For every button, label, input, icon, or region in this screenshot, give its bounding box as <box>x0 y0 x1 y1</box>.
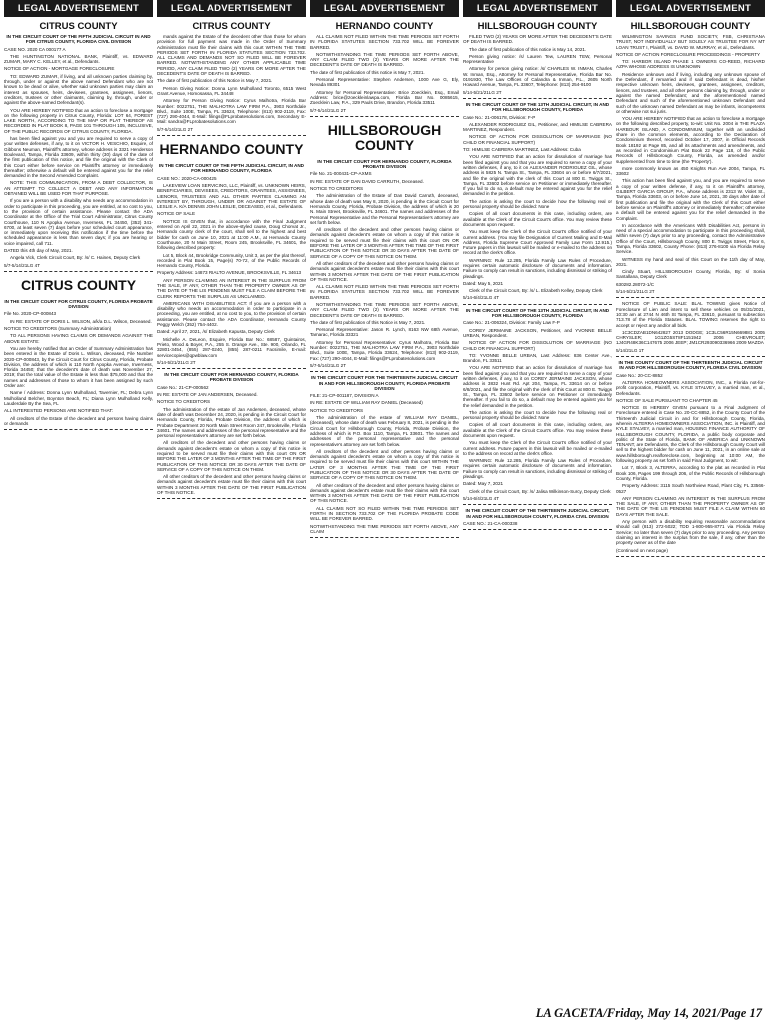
notice-paragraph: WILMINGTON SAVINGS FUND SOCIETY, FSB, CHRISTIANA TRUST, NOT INDIVIDUALLY BUT SOLELY AS TRUSTEE FOR NY MT LOAN TRUST I, Plaintiff, vs. DAVID W. MURRAY, et al., Defendants. <box>616 34 765 50</box>
notice-separator <box>310 537 459 538</box>
column-body <box>463 17 612 1004</box>
column-2 <box>157 0 306 1004</box>
notice-paragraph: WARNING: Rule 12.285, Florida Family Law Rules of Procedure, requires certain automatic disclosure of documents and information. Failure to comply can result in sanctions, including dismissal or striking of pleadings. <box>463 257 612 279</box>
notice-paragraph: IN RE: ESTATE OF JAN ANDERSEN, Deceased. <box>157 392 258 398</box>
notice-paragraph: AMERICANS WITH DISABILITIES ACT: If you are a person with a disability who needs an accommodation in order to participate in a proceeding, you are entitled, at no cost to you, to the provision of certain assistance. Please contact the ADA Coordinator, Hernando County Peggy Welch (352) 754-4402. <box>157 300 306 328</box>
column-header: LEGAL ADVERTISEMENT <box>4 0 153 17</box>
notice-paragraph: NOTICE OF ACTION FOR DISSOLUTION OF MARRIAGE (NO CHILD OR FINANCIAL SUPPORT) <box>463 134 612 145</box>
column-header: LEGAL ADVERTISEMENT <box>463 0 612 17</box>
notice-paragraph: All creditors of the Estate of the decedent and persons having claims or demands <box>4 415 153 426</box>
notice-paragraph: You must keep the Clerk of the Circuit Court's office notified of your current address. Future papers in this lawsuit will be mailed or e-mailed to the address on record at the clerk's office. <box>463 440 612 456</box>
notice-paragraph: CASE NO.: 21-CA-000338 <box>463 520 518 526</box>
notice-paragraph: The date of first publication of this notice is May 14, 2021. <box>469 46 587 52</box>
notice-paragraph: 5/14-6/4/21LG 4T <box>463 295 500 301</box>
county-heading: CITRUS COUNTY <box>192 21 271 32</box>
notice-paragraph: Residence unknown and if living, including any unknown spouse of the Defendant, if remarried and if said Defendant is dead, his/her respective unknown heirs, devisees, grantees, assignees, creditors, lienors, and trustees, and all other persons claiming by, through, under or against the named Defendant; and the aforementioned named Defendant and such of the aforementioned unknown Defendant and such of the unknown named Defendant as may be infants, incompetents or otherwise not sui juris. <box>616 71 765 114</box>
notice-paragraph: Case No.: 20-CC-8852 <box>616 372 663 378</box>
column-body <box>616 17 765 1004</box>
notice-paragraph: The administration of the estate of WILLIAM RAY DANIEL, (deceased), whose date of death was February 8, 2021, is pending in the Circuit Court for Hillsborough County, Florida, Probate Division, the address of which is P.O. Box 1110, Tampa, FL 33601. The names and addresses of the personal representative and the personal representative's attorney are set forth below. <box>310 415 459 447</box>
notice-paragraph: FILE: 21-CP-001187, DIVISION A <box>310 393 379 399</box>
column-body <box>310 17 459 1004</box>
notice-paragraph: In accordance with the Americans With Disabilities Act, persons in need of a special accommodation to participate in this proceeding shall, within seven (7) days prior to any proceeding, contact the Administrative Office of the Court, Hillsborough County, 800 E. Twiggs Street, Floor 6, Tampa, Florida 33602, County Phone: (813) 276-8100 via Florida Relay Service. <box>616 222 765 255</box>
county-heading: HILLSBOROUGH COUNTY <box>477 21 598 32</box>
notice-paragraph: has been filed against you and you are required to serve a copy of your written defenses, if any, to it on VICTOR H. VESCHIO, Esquire, of Gibbons Neuman, Plaintiff's attorney, whose address is 3321 Henderson Boulevard, Tampa, Florida 33609, within thirty (30) days of the date of the first publication of this notice, and file the original with the Clerk of this Court either before service on Plaintiff's attorney or immediately thereafter; otherwise a default will be entered against you for the relief demanded in the Second Amended Complaint. <box>4 136 153 179</box>
notice-paragraph: CASE NO.: 2020-CA-000425 <box>157 175 217 181</box>
notice-paragraph: LAKEVIEW LOAN SERVICING, LLC, Plaintiff, vs. UNKNOWN HEIRS, BENEFICIARIES, DEVISEES, CREDITORS, GRANTEES, ASSIGNEES, LIENORS, TRUSTEES AND ALL OTHER PARTIES CLAIMING AN INTEREST BY, THROUGH, UNDER OR AGAINST THE ESTATE OF LESLIE A. K/A DENNIS JOHN LESLIE, DECEASED, et al., Defendants. <box>157 182 306 210</box>
notice-paragraph: NOTE: THIS COMMUNICATION, FROM A DEBT COLLECTOR, IS AN ATTEMPT TO COLLECT A DEBT AND ANY INFORMATION OBTAINED WILL BE USED FOR THAT PURPOSE. <box>4 180 153 197</box>
notice-paragraph: NOTICE OF ACTION FORECLOSURE PROCEEDINGS - PROPERTY <box>616 51 761 57</box>
notice-paragraph: Attorney for Personal Representative: Cyrus Malhotra, Florida Bar Number: 0022751, THE MALHOTRA LAW FIRM P.A., 3903 Northdale Blvd., Suite 100E, Tampa, Florida 33624, Telephone: (813) 902-2119, Fax: (727) 290-4044, E-Mail: filings@FLprobatesolutions.com <box>310 339 459 361</box>
notice-paragraph: NOTICE OF PUBLIC SALE: BLAL TOWING gives Notice of Foreclosure of Lien and intent to sell these vehicles on 05/31/2021, 10:30 am at 2744 N 46th St Tampa, FL 33610, pursuant to subsection 713.78 of the Florida Statutes. BLAL TOWING reserves the right to accept or reject any and/or all bids. <box>616 301 765 328</box>
notice-paragraph: ALEXANDER RODRIGUEZ GIL, Petitioner, and HIMILSE CABRERA MARTINEZ, Respondent. <box>463 121 612 133</box>
legal-notice <box>463 34 612 95</box>
notice-paragraph: Personal Representative: Stephen Andersen, 1000 Ave G, Ely, Nevada 89301 <box>310 77 459 88</box>
notice-separator <box>157 498 306 499</box>
notice-separator <box>310 371 459 372</box>
notice-paragraph: Attorney for Personal Representative: Brice Zoecklein, Esq., Email Address: brice@zoeckleinlawpa.com, Florida Bar No. 0085615, Zoecklein Law, P.A., 329 Pauls Drive, Brandon, Florida 33511 <box>310 89 459 106</box>
notice-paragraph: File No. 21-000431-CP-AXMS <box>310 171 372 177</box>
notice-paragraph: Case No.: 21-006178, Division: F-P <box>463 114 536 120</box>
notice-paragraph: ALTERRA HOMEOWNERS ASSOCIATION, INC., a Florida not-for-profit corporation, Plaintiff, vs. KYLE STALVEY, a married man, et al., Defendants. <box>616 379 765 396</box>
notice-paragraph: Personal Representative: Jason R. Lynch, 8163 NW 68th Avenue, Tamarac, Florida 33321 <box>310 327 459 338</box>
column-3 <box>310 0 459 1004</box>
notice-paragraph: Copies of all court documents in this case, including orders, are available at the Clerk of the Circuit Court's office. You may review these documents upon request. <box>463 211 612 227</box>
notice-paragraph: The action is asking the court to decide how the following real or personal property should be divided: None <box>463 198 612 210</box>
notice-separator <box>616 356 765 357</box>
notice-paragraph: ANY PERSON CLAIMING AN INTEREST IN THE SURPLUS FROM THE SALE, IF ANY, OTHER THAN THE PROPERTY OWNER AS OF THE DATE OF THE LIS PENDENS MUST FILE A CLAIM BEFORE THE CLERK REPORTS THE SURPLUS AS UNCLAIMED. <box>157 277 306 299</box>
notice-paragraph: Attorney for Person Giving Notice: Cyrus Malhotra, Florida Bar Number: 0022751, THE MALHOTRA LAW FIRM P.A., 3903 Northdale Blvd., Suite 100E, Tampa, FL 33624, Telephone: (813) 902-2119, Fax: (727) 290-4044, E-Mail: filings@FLprobatesolutions.com, Secondary E-Mail: sandra@FLprobatesolutions.com <box>157 98 306 125</box>
notice-paragraph: The administration of the estate of Jan Andersen, deceased, whose date of death was December 24, 2020, is pending in the Circuit Court for Hernando County, Florida, Probate Division, the address of which is Probate Department 20 North Main Street Room 247, Brooksville, Florida 34601. The names and addresses of the personal representative and the personal representative's attorney are set forth below. <box>157 406 306 439</box>
notice-paragraph: YOU ARE HEREBY NOTIFIED that an action to foreclose a mortgage on the following property in Citrus County, Florida: LOT 64, FOREST LAKE NORTH, ACCORDING TO THE MAP OR PLAT THEREOF AS RECORDED IN PLAT BOOK 8, PAGE 101 THROUGH 105, INCLUSIVE, OF THE PUBLIC RECORDS OF CITRUS COUNTY, FLORIDA. <box>4 107 153 134</box>
notice-paragraph: File No. 2020-CP-000843 <box>4 311 57 317</box>
notice-paragraph: TO: HIMILSE CABRERA MARTINEZ, Last Address: Cuba <box>463 147 581 153</box>
notice-paragraph: Person Giving Notice: Donna Lynn Mulholland Toronto, 6515 West Grant Avenue, Homosassa, FL 34448 <box>157 85 306 96</box>
notice-paragraph: 1C3CDZAB1DN642827 2013 DODGE; 1C3LC56R15N669881 2005 CHRYSLER; 1G1ZG5ST8F1151942 2006 CHEVROLET; 1J4GR48K36C147675 2006 JEEP; JM1CR293090336966 2009 MAZDA <box>616 329 765 346</box>
notice-paragraph: Any person with a disability requiring reasonable accommodations should call (813) 272-5022; TDD 1-800-955-8771 via Florida Relay Service; no later than seven (7) days prior to any proceeding. Any person claiming an interest in the surplus from the sale, if any, other than the property owner as of the date <box>616 519 765 546</box>
notice-paragraph: COREY JERMAINE JACKSON, Petitioner, and YVONNE BELLE URBAN, Respondent. <box>463 327 612 338</box>
notice-paragraph: The date of first publication of this notice is May 7, 2021. <box>310 69 425 75</box>
notice-court-title: IN THE CIRCUIT COURT OF THE 13TH JUDICIAL CIRCUIT, IN AND FOR HILLSBOROUGH COUNTY, FLORIDA <box>465 307 610 319</box>
column-header: LEGAL ADVERTISEMENT <box>616 0 765 17</box>
notice-paragraph: NOTWITHSTANDING THE TIME PERIODS SET FORTH ABOVE, ANY CLAIM FILED TWO (2) YEARS OR MORE AFTER THE DECEDENT'S DATE OF DEATH IS BARRED. <box>310 51 459 68</box>
legal-notice <box>310 375 459 534</box>
legal-notice <box>463 102 612 301</box>
county-section-heading: CITRUS COUNTY <box>20 276 137 293</box>
column-5 <box>616 0 765 1004</box>
legal-notice <box>157 163 306 365</box>
notice-paragraph: NOTICE OF ACTION - MORTGAGE FORECLOSURE <box>4 66 115 72</box>
notice-separator <box>4 429 153 430</box>
county-heading: HERNANDO COUNTY <box>335 21 434 32</box>
notice-paragraph: This action has been filed against you, and you are required to serve a copy of your written defense, if any, to it on Plaintiff's attorney, GILBERT GARCIA GROUP, P.A., whose address is 2313 W. Violet St., Tampa, Florida 33603, on or before June 14, 2021, 30 days after date of first publication and file the original with the Clerk of this Court either before service on Plaintiff's attorney or immediately thereafter; otherwise a default will be entered against you for the relief demanded in the Complaint. <box>616 178 765 221</box>
legal-notice <box>157 34 306 132</box>
notice-paragraph: Dated: May 7, 2021 <box>463 481 504 487</box>
notice-paragraph: The administration of the Estate of Dan David Carruth, deceased, whose date of death was May 8, 2020, is pending in the Circuit Court for Hernando County, Florida, Probate Division, the address of which is 20 N. Main Street, Brooksville, FL 34601. The names and addresses of the Personal Representative and the Personal Representative's attorney are set forth below. <box>310 193 459 225</box>
county-heading: HILLSBOROUGH COUNTY <box>630 21 751 32</box>
legal-notice <box>310 159 459 368</box>
notice-separator <box>157 135 306 136</box>
notice-court-title: IN THE CIRCUIT COURT FOR HERNANDO COUNTY, FLORIDA PROBATE DIVISION <box>164 372 299 383</box>
notice-paragraph: IN RE: ESTATE OF WILLIAM RAY DANIEL (Deceased) <box>310 400 423 406</box>
notice-court-title: IN THE CIRCUIT COURT OF THE 13TH JUDICIAL CIRCUIT, IN AND FOR HILLSBOROUGH COUNTY, FLORIDA <box>465 101 610 113</box>
notice-paragraph: DATED this 4th day of May, 2021. <box>4 247 73 253</box>
notice-paragraph: All creditors of the decedent and other persons having claims or demands against decedent's estate on whom a copy of this notice is required to be served must file their claims with this court WITHIN THE LATER OF 3 MONTHS AFTER THE TIME OF THE FIRST PUBLICATION OF THIS NOTICE OR 30 DAYS AFTER THE DATE OF SERVICE OF A COPY OF THIS NOTICE ON THEM. <box>310 448 459 481</box>
notice-paragraph: Copies of all court documents in this case, including orders, are available at the Clerk of the Circuit Court's office. You may review these documents upon request. <box>463 422 612 438</box>
column-4 <box>463 0 612 1004</box>
notice-paragraph: NOTICE TO CREDITORS <box>310 407 364 413</box>
notice-paragraph: If you are a person with a disability who needs any accommodation in order to participate in this proceeding, you are entitled, at no cost to you, to the provision of certain assistance. Please contact the ADA Coordinator at the Office of the Trial Court Administrator, Citrus County Courthouse, 110 N Apopka Avenue, Inverness, FL 34450, (352) 341-6700, at least seven (7) days before your scheduled court appearance, or immediately upon receiving this notification if the time before the scheduled appearance is less than seven days; if you are hearing or voice impaired, call 711. <box>4 198 153 246</box>
notice-paragraph: All other creditors of the decedent and other persons having claims or demands against decedent's estate must file their claims with this court WITHIN 3 MONTHS AFTER THE DATE OF THE FIRST PUBLICATION OF THIS NOTICE. <box>310 482 459 504</box>
notice-separator <box>463 504 612 505</box>
legal-notice <box>310 34 459 113</box>
notice-paragraph: All other creditors of the decedent and other persons having claims or demands against decedent's estate must file their claims with this court WITHIN 3 MONTHS AFTER THE DATE OF THE FIRST PUBLICATION OF THIS NOTICE. <box>310 260 459 282</box>
legal-notice <box>157 372 306 495</box>
county-heading: CITRUS COUNTY <box>39 21 118 32</box>
notice-paragraph: NOTICE OF SALE PURSUANT TO CHAPTER 45 <box>616 397 718 403</box>
notice-separator <box>463 98 612 99</box>
notice-paragraph: ALL CLAIMS NOT SO FILED WITHIN THE TIME PERIODS SET FORTH IN SECTION 733.702 OF THE FLORIDA PROBATE CODE WILL BE FOREVER BARRED. <box>310 505 459 522</box>
notice-separator <box>616 556 765 557</box>
notice-paragraph: mands against the Estate of the decedent other than those for whom provision for full payment was made in the Order of Summary Administration must file their claims with this court WITHIN THE TIME PERIODS SET FORTH IN FLORIDA STATUTES SECTION 733.702. ALL CLAIMS AND DEMANDS NOT SO FILED WILL BE FOREVER BARRED. NOTWITHSTANDING ANY OTHER APPLICABLE TIME PERIOD, ANY CLAIM FILED TWO (2) YEARS OR MORE AFTER THE DECEDENT'S DATE OF DEATH IS BARRED. <box>157 34 306 77</box>
notice-paragraph: 5/7-5/14/21LG 4T <box>4 262 41 268</box>
notice-separator <box>157 368 306 369</box>
notice-separator <box>310 116 459 117</box>
notice-paragraph: Attorney for person giving notice: /s/ CHARLES W. INMAN, Charles W. Inman, Esq., Attorney for Personal Representative, Florida Bar No. 0191930, The Law Offices of Calandra & Inman, P.L., 2605 North Howard Avenue, Tampa, FL 33607, Telephone: (813) 254-9100 <box>463 66 612 88</box>
notice-paragraph: NOTICE OF ACTION FOR DISSOLUTION OF MARRIAGE (NO CHILD OR FINANCIAL SUPPORT) <box>463 340 612 351</box>
notice-paragraph: YOU ARE NOTIFIED that an action for dissolution of marriage has been filed against you and that you are required to serve a copy of your written defenses, if any, to it on COREY JERMAINE JACKSON, whose address is 3832 Hunt Rd. Apt 204, Tampa, FL 33614 on or before 6/8/2021, and file the original with the clerk of this Court at 800 E. Twiggs St., Tampa, FL 33602 before service on Petitioner or immediately thereafter. If you fail to do so, a default may be entered against you for the relief demanded in the petition. <box>463 365 612 408</box>
notice-paragraph: TO: HARBOR ISLAND PHASE 1 OWNERS CO-REED, RICHARD AZPA WHOSE ADDRESS IS UNKNOWN <box>616 59 765 70</box>
notice-paragraph: Property Address: 3115 South Northview Road, Plant City, FL 33566-0527 <box>616 483 765 494</box>
notice-paragraph: Person giving notice: /s/ Lauren Tew, LAUREN TEW, Personal Representative <box>463 53 612 65</box>
notice-paragraph: more commonly known as 450 Knights Run Ave 2004, Tampa, FL 33602 <box>616 165 765 177</box>
notice-paragraph: Lot 5, Block 44, Brookridge Community, Unit 3, as per the plat thereof, recorded in Plat Book 15, Page(s) 70-72, of the Public Records of Hernando County, Florida. <box>157 252 306 269</box>
county-section-heading: HERNANDO COUNTY <box>159 141 304 158</box>
notice-paragraph: 5/14-5/21/21LG 2T <box>463 89 502 95</box>
notice-paragraph: Clerk of the Circuit Court, By: /s/ Jalisa Wilkinson-Surcy, Deputy Clerk <box>469 488 611 494</box>
notice-court-title: IN THE CIRCUIT COURT FOR CITRUS COUNTY, FLORIDA PROBATE DIVISION <box>4 298 153 310</box>
notice-paragraph: NOTICE OF SALE <box>157 211 196 217</box>
notice-paragraph: 5/14-5/21/21LG 2T <box>157 359 196 365</box>
notice-separator <box>616 297 765 298</box>
column-1 <box>4 0 153 1004</box>
notice-paragraph: Cindy Stuart, HILLSBOROUGH County, Florida, By: s/ Sonia Santallana, Deputy Clerk <box>616 269 765 280</box>
notice-paragraph: 630282.28072-1/C <box>616 281 655 287</box>
notice-paragraph: All other creditors of the decedent and other persons having claims or demands against decedent's estate must file their claims with this court WITHIN 3 MONTHS AFTER THE DATE OF THE FIRST PUBLICATION OF THIS NOTICE. <box>157 474 306 496</box>
column-header: LEGAL ADVERTISEMENT <box>157 0 306 17</box>
notice-court-title: IN THE CIRCUIT COURT OF THE THIRTEENTH JUDICIAL CIRCUIT, IN AND FOR HILLSBOROUGH COUNTY, FLORIDA CIVIL DIVISION <box>465 508 610 519</box>
notice-paragraph: All creditors of the decedent and other persons having claims or demands against decedent's estate on whom a copy of this notice is required to be served must file their claims with this court ON OR BEFORE THE LATER OF 3 MONTHS AFTER THE TIME OF THE FIRST PUBLICATION OF THIS NOTICE OR 30 DAYS AFTER THE DATE OF SERVICE OF A COPY OF THIS NOTICE ON THEM. <box>310 227 459 259</box>
notice-court-title: IN THE COUNTY COURT OF THE THIRTEENTH JUDICIAL CIRCUIT IN AND FOR HILLSBOROUGH COUNTY, FLORIDA CIVIL DIVISION <box>618 360 763 371</box>
notice-paragraph: THE HUNTINGTON NATIONAL BANK, Plaintiff, vs. EDWARD ZUMAR, MARY C. KELLEY, et al., Defendants. <box>4 53 153 65</box>
notice-paragraph: Name / Address: Donna Lynn Mulholland, Tavernier, FL; Debra Lynn Mulholland Belcher, Boynton Beach, FL; Diana Lynn Mulholland Kelly, Lauderdale By the Sea, FL <box>4 390 153 406</box>
county-section-heading: HILLSBOROUGH COUNTY <box>327 121 442 153</box>
notice-paragraph: TO: EDWARD ZUMAR, if living, and all unknown parties claiming by, through, under or against the above named Defendant who are not known to be dead or alive, whether said unknown parties may claim an interest as spouses, heirs, devisees, grantees, assignees, lienors, creditors, trustees or other claimants, claiming by, through, under or against the above-named Defendant(s). <box>4 73 153 106</box>
notice-paragraph: Michelle A. DeLeon, Esquire, Florida Bar No.: 68587, Quintairos, Prieto, Wood & Boyer, P.A., 255 S. Orange Ave., Ste. 900, Orlando, FL 32801-3454, (855) 287-0240, (855) 287-0211 Facsimile, E-mail: servicecopies@qpwblaw.com <box>157 336 306 358</box>
notice-paragraph: The date of first publication of this Notice is May 7, 2021. <box>157 78 273 84</box>
legal-notice <box>616 360 765 553</box>
notice-court-title: IN THE CIRCUIT COURT OF THE FIFTH JUDICIAL CIRCUIT IN AND FOR CITRUS COUNTY, FLORIDA CIVIL DIVISION <box>6 34 151 45</box>
legal-columns <box>4 0 766 1004</box>
notice-paragraph: ALL CLAIMS NOT FILED WITHIN THE TIME PERIODS SET FORTH IN FLORIDA STATUTES SECTION 733.702 WILL BE FOREVER BARRED. <box>310 34 459 50</box>
legal-notice <box>463 508 612 526</box>
notice-paragraph: You must keep the Clerk of the Circuit Court's office notified of your current address. (You may file Designation of Current Mailing and E-Mail Address, Florida Supreme Court Approved Family Law Form 12.915.) Future papers in this lawsuit will be mailed or e-mailed to the address on record at the clerk's office. <box>463 229 612 256</box>
notice-paragraph: NOTICE IS GIVEN that, in accordance with the Final Judgment entered on April 22, 2021 in the above-styled cause, Doug Chorvat Jr., Hernando county clerk of the court, shall sell to the highest and best bidder for cash on June 10, 2021 at 11:00 A.M., at Hernando County Courthouse, 20 N Main Street, Room 245, Brooksville, FL 34601, the following described property: <box>157 218 306 251</box>
legal-notice <box>616 301 765 353</box>
notice-court-title: IN THE CIRCUIT COURT OF THE FIFTH JUDICIAL CIRCUIT, IN AND FOR HERNANDO COUNTY, FLORIDA <box>159 163 304 174</box>
notice-paragraph: NOTICE TO CREDITORS <box>157 399 211 405</box>
notice-paragraph: (Continued on next page) <box>616 547 668 553</box>
notice-paragraph: Lot 7, Block 3, ALTERRA, according to the plat as recorded in Plat Book 106, Pages 199 through 206, of the Public Records of Hillsborough County, Florida. <box>616 465 765 481</box>
page-footer: LA GACETA/Friday, May 14, 2021/Page 17 <box>535 1006 762 1020</box>
notice-separator <box>463 529 612 530</box>
legal-notice <box>4 299 153 426</box>
legal-notice <box>616 34 765 294</box>
column-body <box>4 17 153 1004</box>
notice-paragraph: FILED TWO (2) YEARS OR MORE AFTER THE DECEDENT'S DATE OF DEATH IS BARRED. <box>463 34 612 45</box>
notice-paragraph: WITNESS my hand and seal of this Court on the 11th day of May, 2021. <box>616 256 765 267</box>
notice-paragraph: Clerk of the Circuit Court, By: /s/ L. Elizabeth Kelley, Deputy Clerk <box>469 288 603 294</box>
notice-paragraph: ALL CLAIMS NOT FILED WITHIN THE TIME PERIODS SET FORTH IN FLORIDA STATUTES SECTION 733.702 WILL BE FOREVER BARRED. <box>310 284 459 300</box>
notice-paragraph: You are hereby notified that an Order of Summary Administration has been entered in the Estate of Doris L. Wilson, deceased, File Number 2020-CP-000843, by the Circuit Court for Citrus County, Florida, Probate Division, the address of which is 110 North Apopka Avenue, Inverness, Florida 34450; that the decedent's date of death was November 27, 2019; that the total value of the Estate is less than $75,000 and that the names and addresses of those to whom it has been assigned by such Order are: <box>4 345 153 389</box>
notice-paragraph: YOU ARE NOTIFIED that an action for dissolution of marriage has been filed against you and that you are required to serve a copy of your written defenses, if any, to it on ALEXANDER RODRIGUEZ GIL, whose address is 5825 N. Tampa St., Tampa, FL 33604 on or before 6/7/2021, and file the original with the clerk of this Court at 800 E. Twiggs St., Tampa, FL 33602 before service on Petitioner or immediately thereafter. If you fail to do so, a default may be entered against you for the relief demanded in the petition. <box>463 154 612 197</box>
notice-paragraph: 5/7-5/14/21LG 2T <box>157 126 194 132</box>
notice-paragraph: NOTWITHSTANDING THE TIME PERIODS SET FORTH ABOVE, ANY CLAIM FILED TWO (2) YEARS OR MORE AFTER THE DECEDENT'S DATE OF DEATH IS BARRED. <box>310 301 459 318</box>
notice-paragraph: 5/14-6/4/21LG 4T <box>463 495 500 501</box>
notice-paragraph: 5/7-5/14/21LG 2T <box>310 107 347 113</box>
notice-separator <box>4 271 153 272</box>
column-header: LEGAL ADVERTISEMENT <box>310 0 459 17</box>
notice-paragraph: All creditors of the decedent and other persons having claims or demands against decedent's estate on whom a copy of this notice is required to be served must file their claims with this court ON OR BEFORE THE LATER OF 3 MONTHS AFTER THE TIME OF THE FIRST PUBLICATION OF THIS NOTICE OR 30 DAYS AFTER THE DATE OF SERVICE OF A COPY OF THIS NOTICE ON THEM. <box>157 440 306 472</box>
notice-paragraph: NOTICE TO CREDITORS (Summary Administration) <box>4 326 112 332</box>
notice-paragraph: IN RE: ESTATE OF DORIS L. WILSON, a/k/a D.L. Wilson, Deceased. <box>10 318 152 324</box>
notice-paragraph: NOTWITHSTANDING THE TIME PERIODS SET FORTH ABOVE, ANY CLAIM <box>310 523 459 534</box>
notice-paragraph: Case No.: 21-CP-000562 <box>157 384 209 390</box>
notice-paragraph: ALL INTERESTED PERSONS ARE NOTIFIED THAT: <box>4 408 113 414</box>
notice-paragraph: Dated: April 27, 2021, /s/ Elizabeth Kapusta, Deputy Clerk <box>157 329 275 335</box>
notice-paragraph: NOTICE IS HEREBY GIVEN pursuant to a Final Judgment of Foreclosure entered in Case No. 20-CC-8852, in the County Court of the Thirteenth Judicial Circuit in and for Hillsborough County, Florida, wherein ALTERRA HOMEOWNERS ASSOCIATION, INC. is Plaintiff, and KYLE STALVEY, a married man, HOUSING FINANCE AUTHORITY OF HILLSBOROUGH COUNTY, FLORIDA, a public body corporate and politic of the State of Florida, BANK OF AMERICA and UNKNOWN TENANT, are Defendants, the Clerk of the Hillsborough County Court will sell to the highest bidder for cash on June 11, 2021, in an online sale at www.hillsborough.realforeclose.com, beginning at 10:00 AM, the following property as set forth in said Final Judgment, to wit: <box>616 405 765 464</box>
legal-notice <box>463 308 612 502</box>
notice-separator <box>463 304 612 305</box>
notice-paragraph: NOTICE TO CREDITORS <box>310 186 364 192</box>
legal-notice <box>4 34 153 268</box>
notice-paragraph: 5/14/21LG 1T <box>616 347 645 353</box>
notice-paragraph: The action is asking the court to decide how the following real or personal property should be divided: None <box>463 409 612 421</box>
notice-paragraph: Case No.: 21-006324, Division: Family Law F-P <box>463 320 560 326</box>
notice-paragraph: Dated: May 5, 2021 <box>463 280 504 286</box>
notice-paragraph: WARNING: Rule 12.285, Florida Family Law Rules of Procedure, requires certain automatic disclosure of documents and information. Failure to comply can result in sanctions, including dismissal or striking of pleadings. <box>463 458 612 480</box>
notice-paragraph: Property Address: 14873 RIALTO AVENUE, BROOKSVILLE, FL 34613 <box>157 270 302 276</box>
notice-paragraph: YOU ARE HEREBY NOTIFIED that an action to foreclose a mortgage on the following described property, to-wit: Unit No. 2004 in THE PLAZA HARBOUR ISLAND, A CONDOMINIUM, together with an undivided share in the common elements, according to the Declaration of Condominium thereof, recorded October 17, 2007, in Official Records Book 18192 at Page 85, and all its attachments and amendments, and as recorded in Condominium Plat Book 22 Page 118, of the Public Records of Hillsborough County, Florida, as amended and/or supplemented from time to time (the 'Property'). <box>616 116 765 164</box>
notice-paragraph: 5/14-5/21/21LG 2T <box>616 289 655 295</box>
notice-paragraph: IN RE: ESTATE OF DAN DAVID CARRUTH, Deceased. <box>310 178 424 184</box>
notice-paragraph: TO ALL PERSONS HAVING CLAIMS OR DEMANDS AGAINST THE ABOVE ESTATE: <box>4 333 153 344</box>
column-body <box>157 17 306 1004</box>
notice-paragraph: ANY PERSON CLAIMING AN INTEREST IN THE SURPLUS FROM THE SALE, IF ANY, OTHER THAN THE PROPERTY OWNER AS OF THE DATE OF THE LIS PENDENS MUST FILE A CLAIM WITHIN 60 DAYS AFTER THE SALE. <box>616 495 765 517</box>
notice-paragraph: TO: YVONNE BELLE URBAN, Last Address: 836 Center Ave., Brandon, FL 33511 <box>463 352 612 364</box>
notice-court-title: IN THE CIRCUIT COURT FOR HERNANDO COUNTY, FLORIDA PROBATE DIVISION <box>317 158 452 170</box>
notice-paragraph: Angela Vick, Clerk Circuit Court, By: /s/ C. Haines, Deputy Clerk <box>10 255 141 261</box>
notice-paragraph: CASE NO. 2020 CA 000177 A <box>4 46 66 52</box>
notice-paragraph: The date of first publication of this Notice is May 7, 2021. <box>310 319 426 325</box>
notice-court-title: IN THE CIRCUIT COURT FOR THE THIRTEENTH JUDICIAL CIRCUIT IN AND FOR HILLSBOROUGH COUNTY, FLORIDA PROBATE DIVISION <box>311 375 458 391</box>
notice-paragraph: 5/7-5/14/21LG 2T <box>310 362 347 368</box>
